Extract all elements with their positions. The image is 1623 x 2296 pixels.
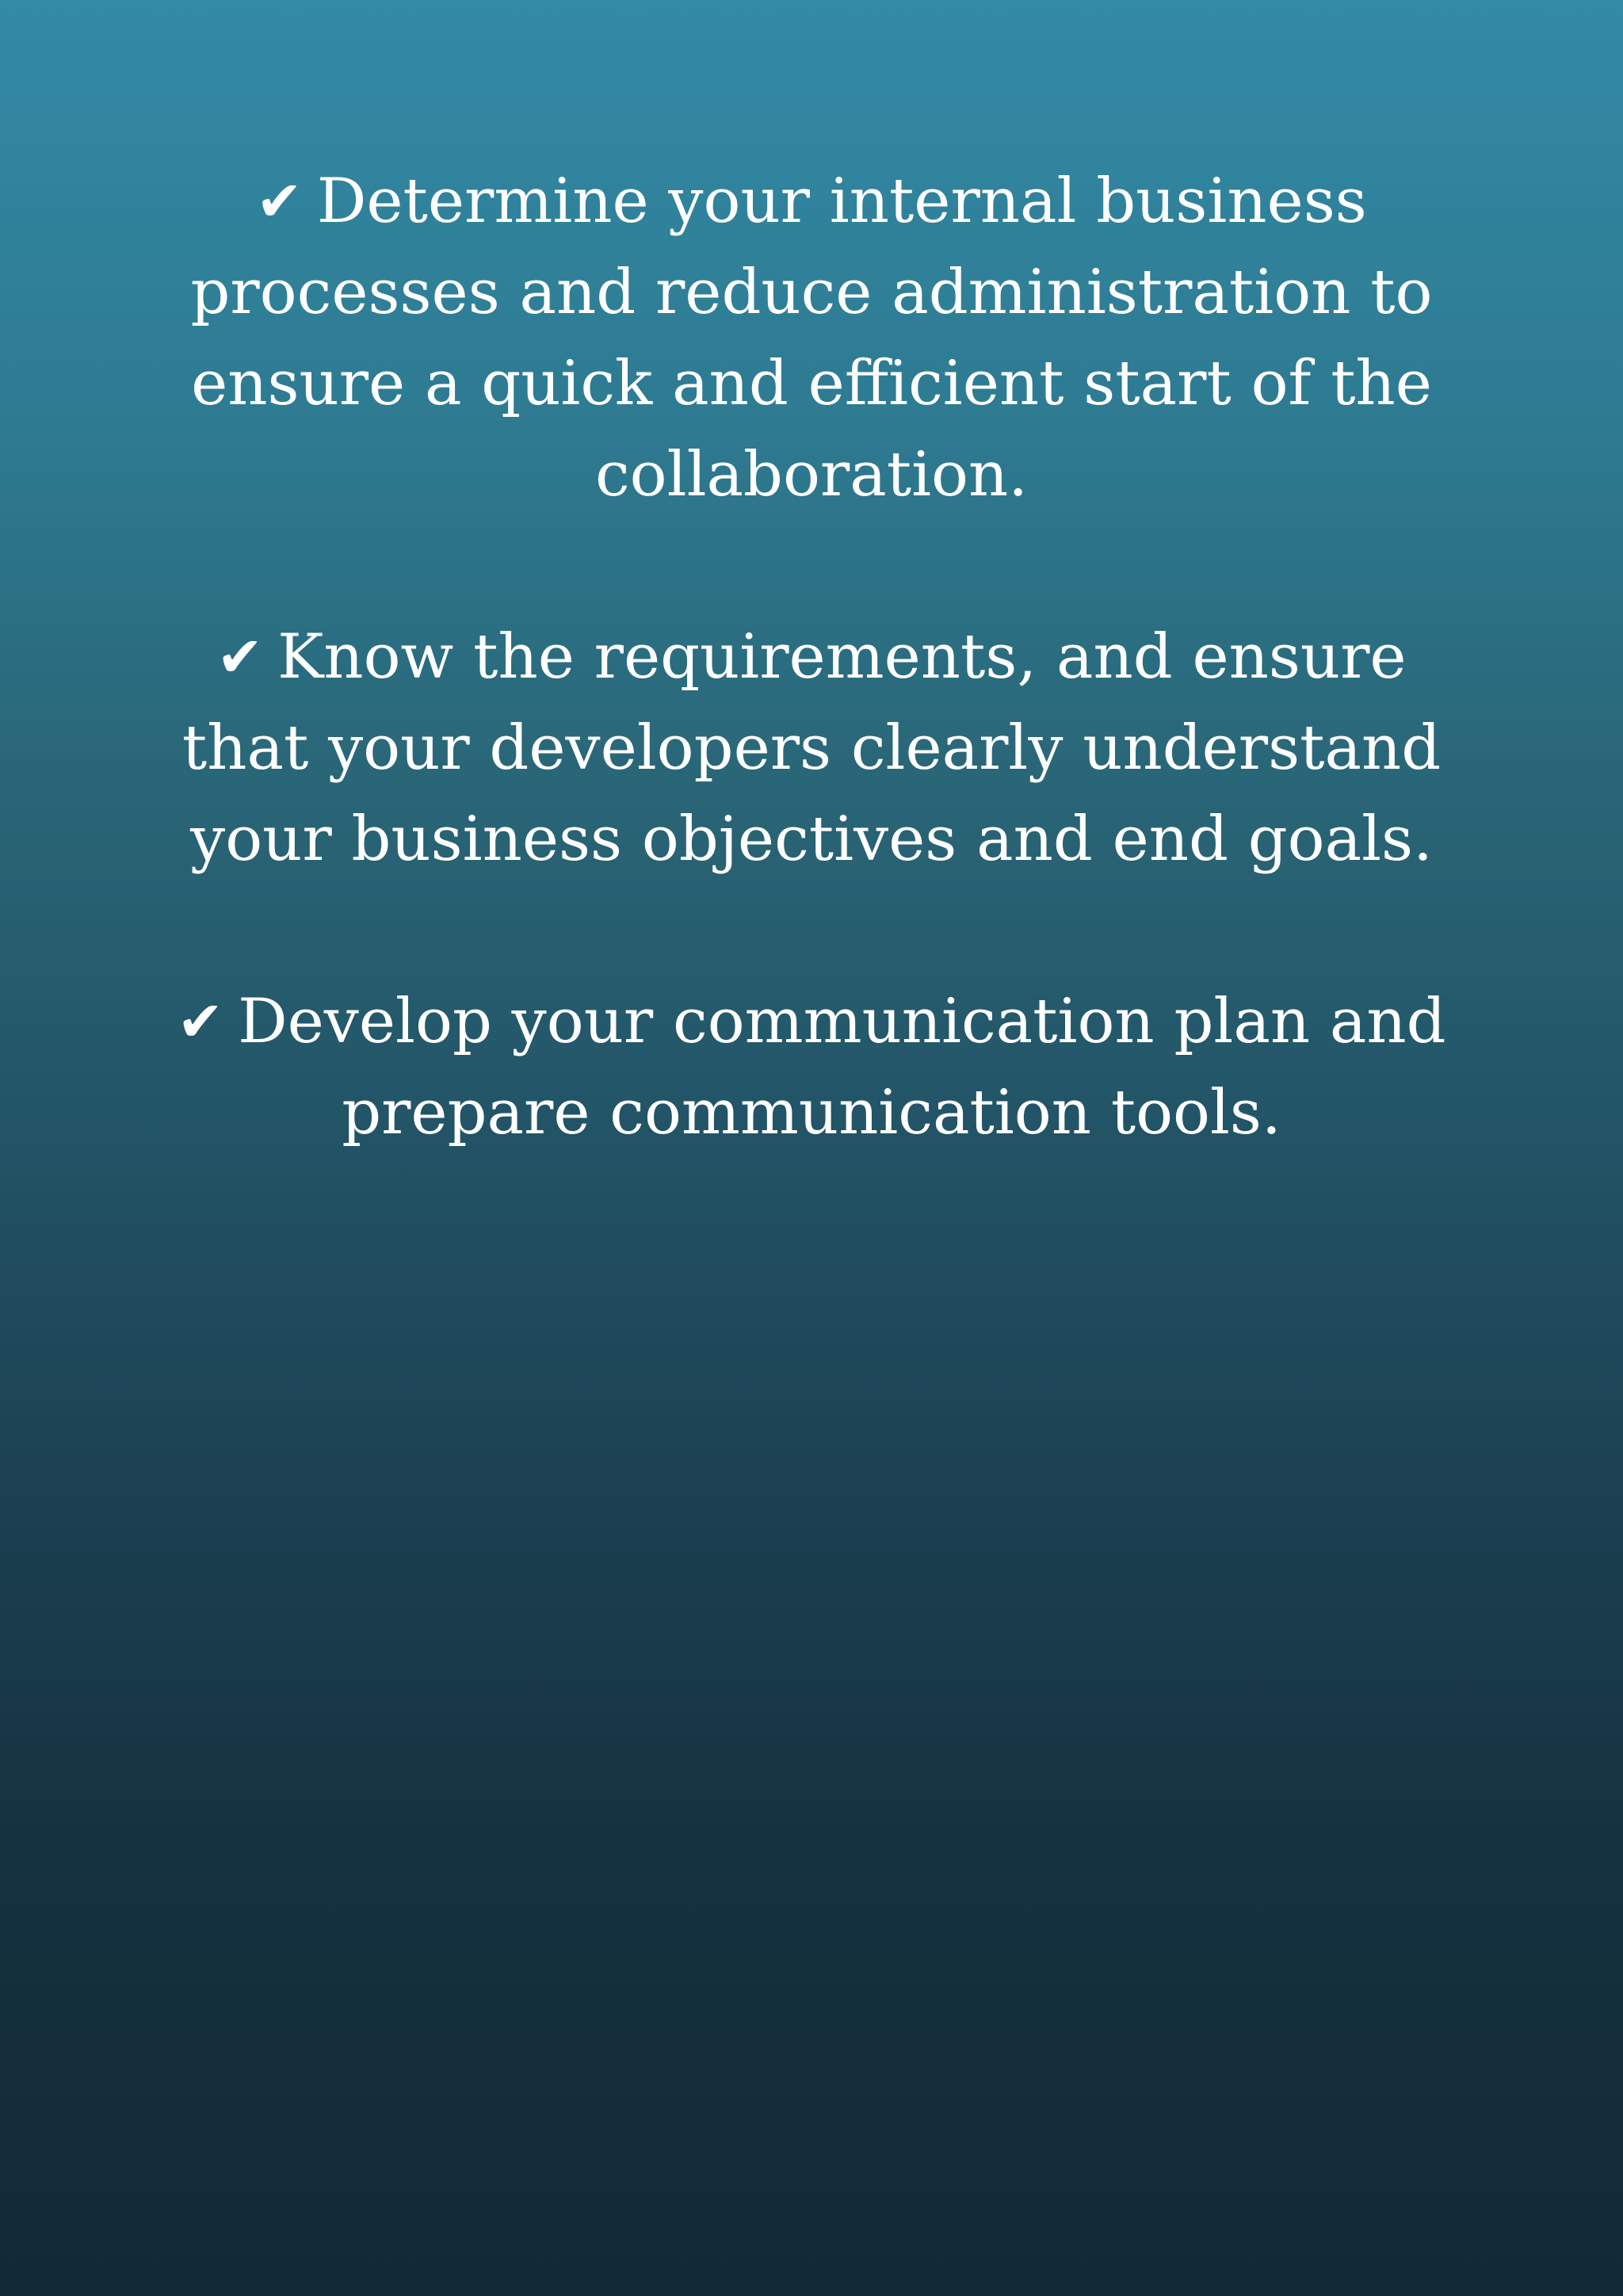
checklist-item-3-text: Develop your communication plan and prepare communication tools. [238, 986, 1446, 1148]
check-mark-icon: ✔ [256, 169, 303, 234]
checklist-item-2-text: Know the requirements, and ensure that your developers clearly understand your business objectives and end goals. [181, 621, 1442, 875]
checklist-item-1 [162, 156, 1461, 521]
checklist [0, 156, 1623, 1159]
check-mark-icon: ✔ [177, 989, 224, 1054]
check-mark-icon: ✔ [216, 625, 264, 690]
checklist-item-1-text: Determine your internal business processes and reduce administration to ensure a quick and efficient start of the collaboration. [190, 166, 1433, 510]
checklist-item-2 [162, 612, 1461, 885]
checklist-item-3 [162, 976, 1461, 1159]
